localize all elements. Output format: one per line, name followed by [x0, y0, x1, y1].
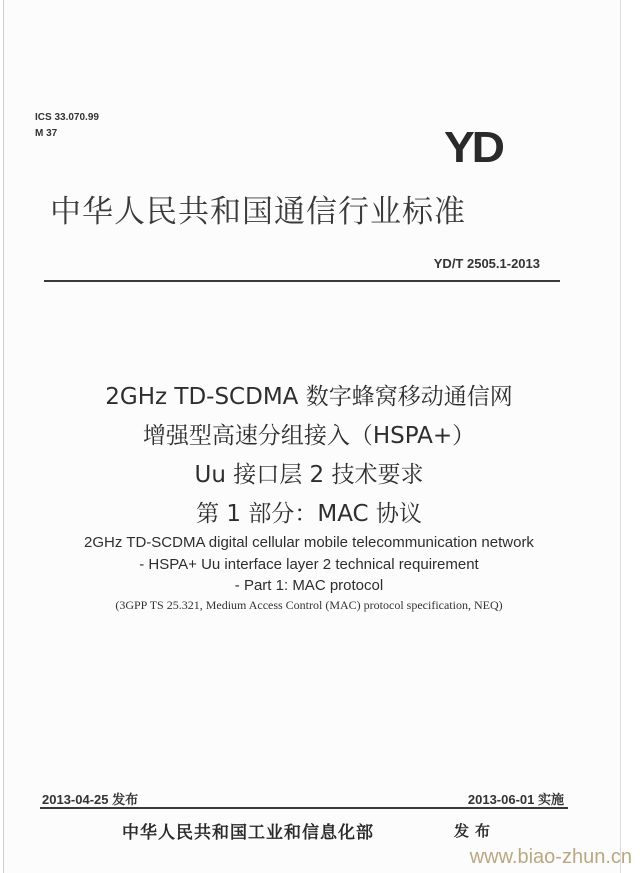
watermark: www.biao-zhun.cn	[469, 846, 632, 868]
yd-logo: YD	[444, 123, 502, 172]
reference-note: (3GPP TS 25.321, Medium Access Control (MAC) protocol specification, NEQ)	[115, 598, 503, 612]
title-en-line-3: - Part 1: MAC protocol	[234, 577, 384, 594]
title-cn-line-1: 2GHz TD-SCDMA 数字蜂窝移动通信网	[105, 384, 513, 410]
ics-code: ICS 33.070.99	[35, 112, 99, 123]
title-cn-line-2: 增强型高速分组接入（HSPA+）	[142, 423, 476, 449]
title-en-line-2: - HSPA+ Uu interface layer 2 technical requirement	[139, 556, 479, 573]
publish-date: 2013-04-25 发布	[42, 792, 139, 807]
implement-date: 2013-06-01 实施	[467, 792, 564, 807]
title-cn-line-3: Uu 接口层 2 技术要求	[194, 462, 424, 488]
category-code: M 37	[35, 128, 58, 139]
publisher-action: 发布	[454, 822, 497, 840]
standard-title: 中华人民共和国通信行业标准	[50, 194, 466, 230]
footer-divider	[40, 807, 568, 809]
document-page	[3, 0, 621, 873]
publisher: 中华人民共和国工业和信息化部	[122, 823, 374, 843]
header-divider	[44, 280, 560, 282]
title-cn-line-4: 第 1 部分：MAC 协议	[196, 501, 422, 527]
title-en-line-1: 2GHz TD-SCDMA digital cellular mobile telecommunication network	[84, 534, 534, 551]
standard-code: YD/T 2505.1-2013	[433, 256, 540, 271]
